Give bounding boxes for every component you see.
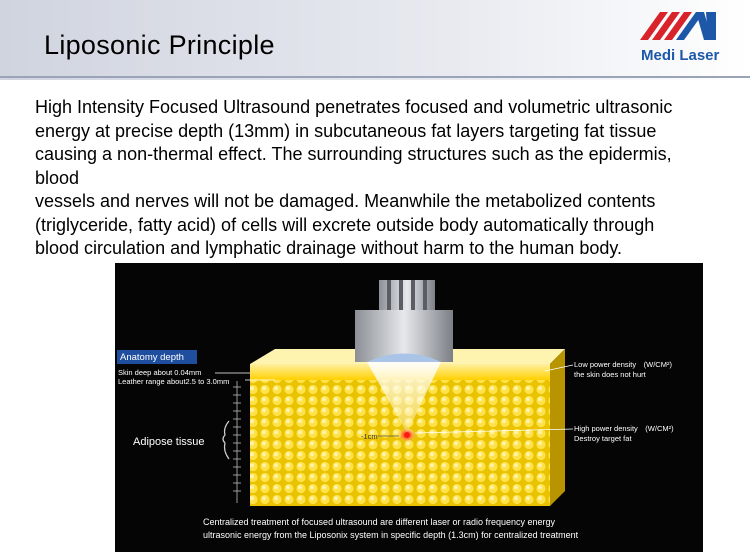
fat-side-face: [550, 349, 565, 506]
depth-marker: -1cm: [361, 432, 378, 441]
body-line: (triglyceride, fatty acid) of cells will excrete outside body automatically through: [35, 214, 655, 235]
body-paragraph: [35, 96, 735, 261]
low-power-note: the skin does not hurt: [574, 370, 646, 379]
anatomy-depth-label: Anatomy depth: [120, 352, 184, 363]
medi-laser-logo-icon: [632, 6, 750, 76]
low-power-label: Low power density (W/CM²): [574, 360, 672, 369]
body-line: energy at precise depth (13mm) in subcutaneous fat layers targeting fat tissue: [35, 120, 657, 141]
logo-text: Medi Laser: [641, 47, 720, 64]
body-line: blood: [35, 167, 80, 188]
title-divider: [0, 76, 750, 78]
body-line: causing a non-thermal effect. The surrounding structures such as the epidermis,: [35, 144, 672, 164]
high-power-label: High power density (W/CM²): [574, 424, 674, 433]
leather-range-label: Leather range about2.5 to 3.0mm: [118, 377, 230, 386]
caption-line-1: Centralized treatment of focused ultrasound are different laser or radio frequency energy: [203, 517, 556, 527]
liposonic-diagram: [115, 263, 703, 552]
body-line: High Intensity Focused Ultrasound penetrates focused and volumetric ultrasonic: [35, 97, 673, 117]
caption-line-2: ultrasonic energy from the Liposonix system in specific depth (1.3cm) for centralized treatment: [203, 530, 579, 540]
body-line: vessels and nerves will not be damaged. Meanwhile the metabolized contents: [35, 191, 656, 211]
skin-deep-label: Skin deep about 0.04mm: [118, 368, 202, 377]
adipose-tissue-label: Adipose tissue: [133, 436, 205, 448]
high-power-note: Destroy target fat: [574, 434, 632, 443]
body-line: blood circulation and lymphatic drainage without harm to the human body.: [35, 238, 623, 258]
slide-title: Liposonic Principle: [44, 30, 275, 60]
